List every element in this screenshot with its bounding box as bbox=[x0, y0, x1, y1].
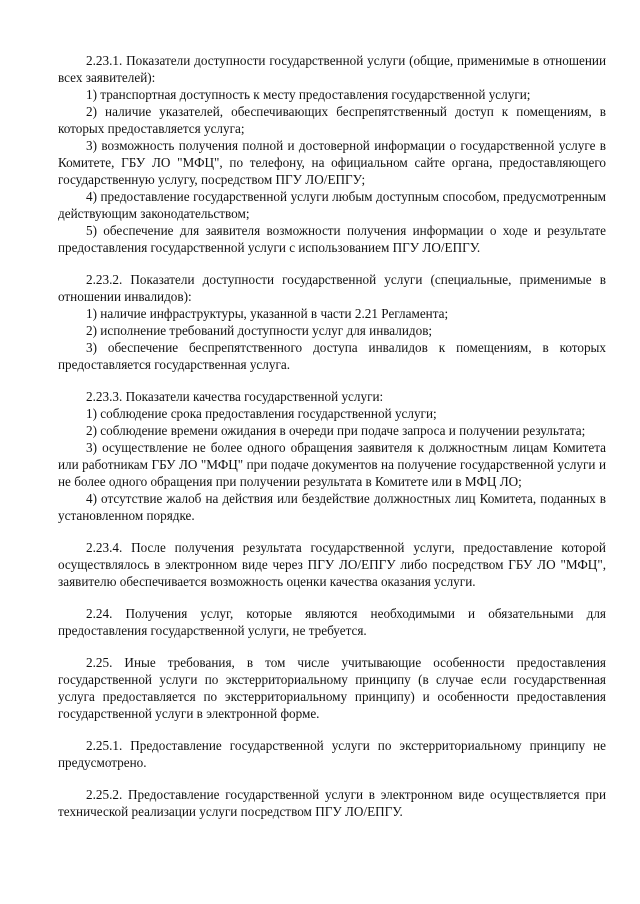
section-2-25-2 bbox=[58, 786, 606, 820]
list-item: 3) возможность получения полной и достоверной информации о государственной услуге в Комитете, ГБУ ЛО "МФЦ", по телефону, на официальном сайте органа, предоставляющего государственную услугу, посредством ПГУ ЛО/ЕПГУ; bbox=[58, 138, 606, 187]
section-2-23-2 bbox=[58, 271, 606, 373]
list-item: 4) отсутствие жалоб на действия или бездействие должностных лиц Комитета, поданных в установленном порядке. bbox=[58, 491, 606, 523]
paragraph: 2.23.1. Показатели доступности государственной услуги (общие, применимые в отношении всех заявителей): bbox=[58, 53, 606, 85]
paragraph: 2.25.1. Предоставление государственной услуги по экстерриториальному принципу не предусмотрено. bbox=[58, 738, 606, 770]
section-2-25 bbox=[58, 654, 606, 722]
list-item: 5) обеспечение для заявителя возможности получения информации о ходе и результате предоставления государственной услуги с использованием ПГУ ЛО/ЕПГУ. bbox=[58, 223, 606, 255]
list-item: 1) соблюдение срока предоставления государственной услуги; bbox=[86, 406, 437, 421]
list-item: 4) предоставление государственной услуги любым доступным способом, предусмотренным действующим законодательством; bbox=[58, 189, 606, 221]
section-2-24 bbox=[58, 605, 606, 639]
paragraph: 2.23.2. Показатели доступности государственной услуги (специальные, применимые в отношении инвалидов): bbox=[58, 272, 606, 304]
list-item: 1) наличие инфраструктуры, указанной в части 2.21 Регламента; bbox=[86, 306, 449, 321]
list-item: 3) обеспечение беспрепятственного доступа инвалидов к помещениям, в которых предоставляется государственная услуга. bbox=[58, 340, 606, 372]
paragraph: 2.24. Получения услуг, которые являются необходимыми и обязательными для предоставления государственной услуги, не требуется. bbox=[58, 606, 606, 638]
section-2-23-1 bbox=[58, 52, 606, 256]
list-item: 1) транспортная доступность к месту предоставления государственной услуги; bbox=[86, 87, 531, 102]
list-item: 2) соблюдение времени ожидания в очереди при подаче запроса и получении результата; bbox=[86, 423, 586, 438]
list-item: 3) осуществление не более одного обращения заявителя к должностным лицам Комитета или работникам ГБУ ЛО "МФЦ" при подаче документов на получение государственной услуги и не более одного обращения при получении результата в Комитете или в МФЦ ЛО; bbox=[58, 440, 606, 489]
section-2-23-3 bbox=[58, 388, 606, 524]
section-2-25-1 bbox=[58, 737, 606, 771]
list-item: 2) исполнение требований доступности услуг для инвалидов; bbox=[86, 323, 433, 338]
paragraph: 2.25. Иные требования, в том числе учитывающие особенности предоставления государственной услуги по экстерриториальному принципу (в случае если государственная услуга предоставляется по экстерриториальному принципу) и особенности предоставления государственной услуги в электронной форме. bbox=[58, 655, 606, 721]
paragraph: 2.25.2. Предоставление государственной услуги в электронном виде осуществляется при технической реализации услуги посредством ПГУ ЛО/ЕПГУ. bbox=[58, 787, 606, 819]
section-2-23-4 bbox=[58, 539, 606, 590]
paragraph: 2.23.3. Показатели качества государственной услуги: bbox=[86, 389, 384, 404]
paragraph: 2.23.4. После получения результата государственной услуги, предоставление которой осуществлялось в электронном виде через ПГУ ЛО/ЕПГУ либо посредством ГБУ ЛО "МФЦ", заявителю обеспечивается возможность оценки качества оказания услуги. bbox=[58, 540, 606, 589]
list-item: 2) наличие указателей, обеспечивающих беспрепятственный доступ к помещениям, в которых предоставляется услуга; bbox=[58, 104, 606, 136]
